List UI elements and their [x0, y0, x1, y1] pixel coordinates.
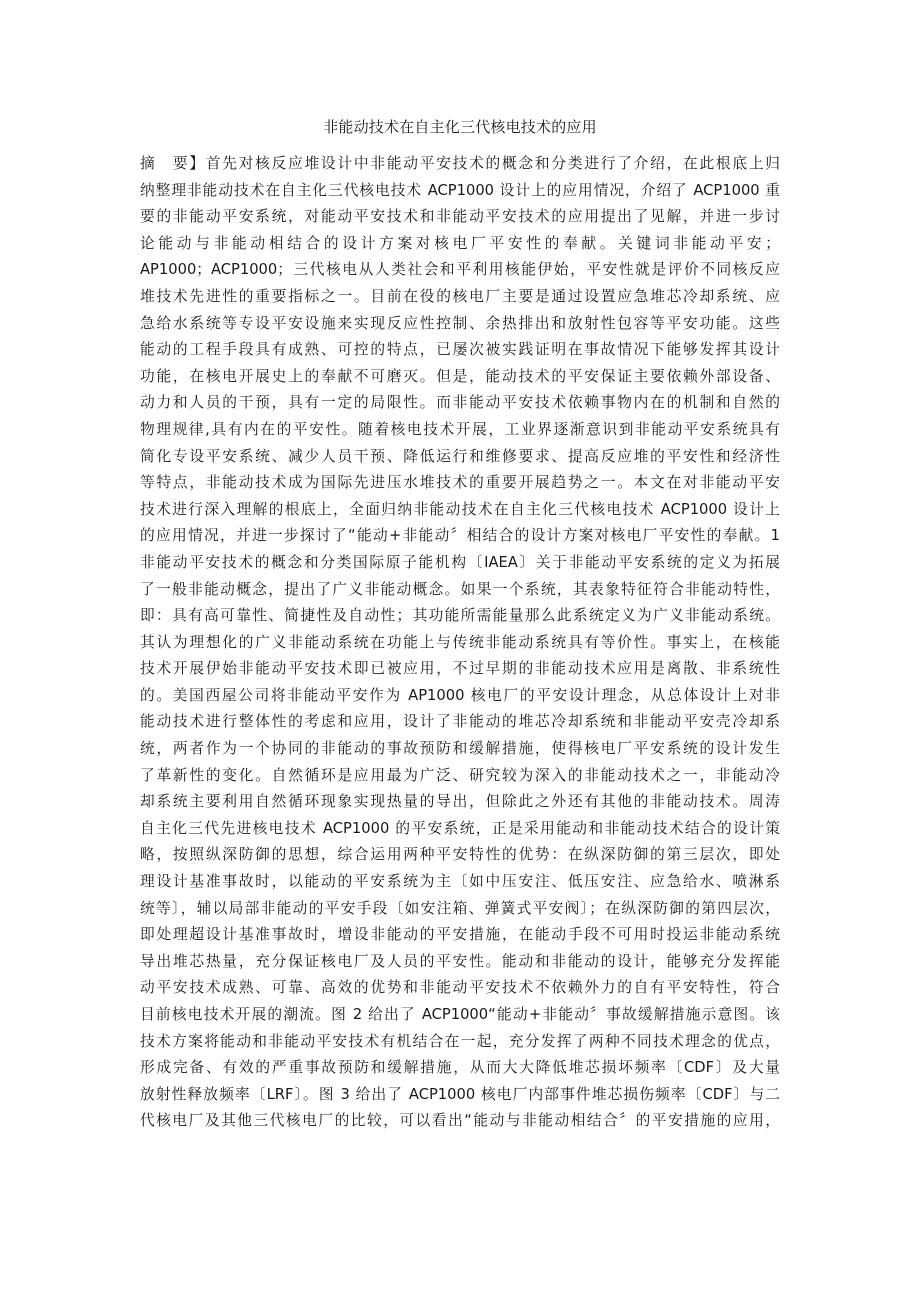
body-text-line: 统等〕，辅以局部非能动的平安手段〔如安注箱、弹簧式平安阀〕；在纵深防御的第四层次， — [140, 899, 780, 917]
body-text-line: 等特点，非能动技术成为国际先进压水堆技术的重要开展趋势之一。本文在对非能动平安 — [140, 474, 780, 492]
body-text-line: 即处理超设计基准事故时，增设非能动的平安措施，在能动手段不可用时投运非能动系统 — [140, 926, 780, 944]
body-text-line: 的。美国西屋公司将非能动平安作为 AP1000 核电厂的平安设计理念，从总体设计上对非 — [140, 686, 780, 704]
body-text-line: 放射性释放频率〔LRF〕。图 3 给出了 ACP1000 核电厂内部事件堆芯损伤频率〔CDF〕与二 — [140, 1085, 780, 1103]
body-text-line: 功能，在核电开展史上的奉献不可磨灭。但是，能动技术的平安保证主要依赖外部设备、 — [140, 367, 780, 385]
body-text-line: 理设计基准事故时，以能动的平安系统为主〔如中压安注、低压安注、应急给水、喷淋系 — [140, 873, 780, 891]
body-text-line: 的应用情况，并进一步探讨了“能动+非能动〞相结合的设计方案对核电厂平安性的奉献。1 — [140, 527, 780, 545]
body-text-line: 物理规律,具有内在的平安性。随着核电技术开展，工业界逐渐意识到非能动平安系统具有 — [140, 420, 780, 438]
body-text-line: 论能动与非能动相结合的设计方案对核电厂平安性的奉献。关键词非能动平安； — [140, 234, 780, 252]
body-text-line: 自主化三代先进核电技术 ACP1000 的平安系统，正是采用能动和非能动技术结合的设计策 — [140, 819, 780, 837]
body-text-line: 能动技术进行整体性的考虑和应用，设计了非能动的堆芯冷却系统和非能动平安壳冷却系 — [140, 713, 780, 731]
body-text-line: 了一般非能动概念，提出了广义非能动概念。如果一个系统，其表象特征符合非能动特性， — [140, 580, 780, 598]
body-text-line: 技术开展伊始非能动平安技术即已被应用，不过早期的非能动技术应用是离散、非系统性 — [140, 660, 780, 678]
body-text-line: 导出堆芯热量，充分保证核电厂及人员的平安性。能动和非能动的设计，能够充分发挥能 — [140, 952, 780, 970]
document-title: 非能动技术在自主化三代核电技术的应用 — [323, 118, 597, 136]
body-text-line: 急给水系统等专设平安设施来实现反应性控制、余热排出和放射性包容等平安功能。这些 — [140, 314, 780, 332]
body-text-line: 堆技术先进性的重要指标之一。目前在役的核电厂主要是通过设置应急堆芯冷却系统、应 — [140, 287, 780, 305]
body-text-line: 即：具有高可靠性、简捷性及自动性；其功能所需能量那么此系统定义为广义非能动系统。 — [140, 607, 780, 625]
body-text-line: 技术方案将能动和非能动平安技术有机结合在一起，充分发挥了两种不同技术理念的优点， — [140, 1032, 780, 1050]
body-text-line: 摘 要】首先对核反应堆设计中非能动平安技术的概念和分类进行了介绍，在此根底上归 — [140, 155, 780, 172]
body-text-line: 要的非能动平安系统，对能动平安技术和非能动平安技术的应用提出了见解，并进一步讨 — [140, 208, 780, 226]
body-text-line: 技术进行深入理解的根底上，全面归纳非能动技术在自主化三代核电技术 ACP1000 设计上 — [140, 500, 780, 518]
body-text-line: 能动的工程手段具有成熟、可控的特点，已屡次被实践证明在事故情况下能够发挥其设计 — [140, 341, 780, 359]
body-text-line: 非能动平安技术的概念和分类国际原子能机构〔IAEA〕关于非能动平安系统的定义为拓展 — [140, 553, 780, 571]
body-text-line: 统，两者作为一个协同的非能动的事故预防和缓解措施，使得核电厂平安系统的设计发生 — [140, 740, 780, 758]
body-text-line: 纳整理非能动技术在自主化三代核电技术 ACP1000 设计上的应用情况，介绍了 ACP1000 重 — [140, 181, 780, 199]
body-text-line: 形成完备、有效的严重事故预防和缓解措施，从而大大降低堆芯损坏频率〔CDF〕及大量 — [140, 1059, 780, 1077]
body-text-line: 动平安技术成熟、可靠、高效的优势和非能动平安技术不依赖外力的自有平安特性，符合 — [140, 979, 780, 997]
body-text-line: 其认为理想化的广义非能动系统在功能上与传统非能动系统具有等价性。事实上，在核能 — [140, 633, 780, 651]
body-text-line: 简化专设平安系统、减少人员干预、降低运行和维修要求、提高反应堆的平安性和经济性 — [140, 447, 780, 465]
body-text-line: 代核电厂及其他三代核电厂的比较，可以看出“能动与非能动相结合〞的平安措施的应用， — [140, 1112, 780, 1130]
body-text-line: 目前核电技术开展的潮流。图 2 给出了 ACP1000“能动+非能动〞事故缓解措施示意图。该 — [140, 1006, 780, 1023]
body-text-line: AP1000；ACP1000；三代核电从人类社会和平利用核能伊始，平安性就是评价不同核反应 — [140, 261, 780, 279]
body-text-line: 动力和人员的干预，具有一定的局限性。而非能动平安技术依赖事物内在的机制和自然的 — [140, 394, 780, 412]
document-body — [140, 151, 780, 1135]
body-text-line: 却系统主要利用自然循环现象实现热量的导出，但除此之外还有其他的非能动技术。周涛 — [140, 793, 780, 811]
body-text-line: 了革新性的变化。自然循环是应用最为广泛、研究较为深入的非能动技术之一，非能动冷 — [140, 766, 780, 784]
body-text-line: 略，按照纵深防御的思想，综合运用两种平安特性的优势：在纵深防御的第三层次，即处 — [140, 846, 780, 864]
